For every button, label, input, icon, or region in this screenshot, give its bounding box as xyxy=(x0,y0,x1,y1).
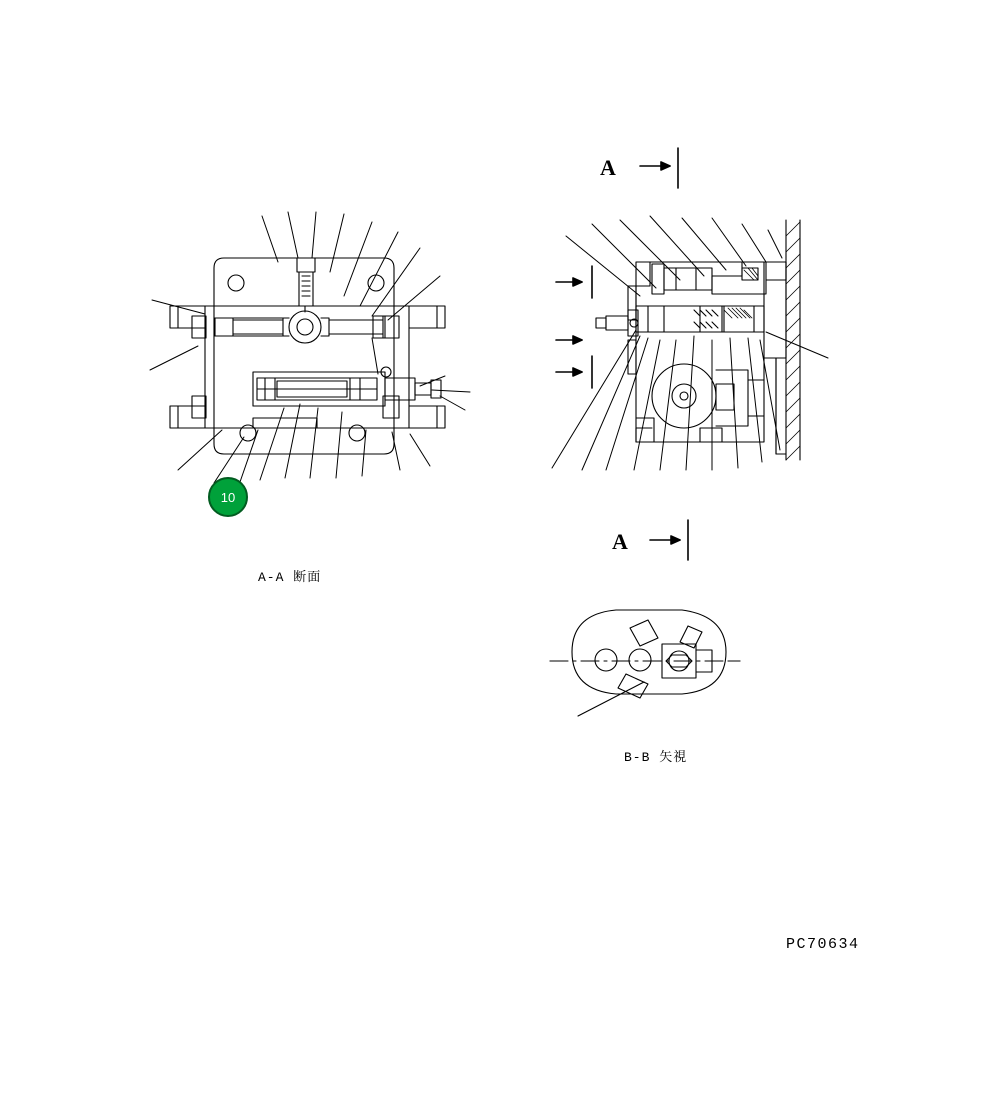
side-arrows xyxy=(556,266,592,388)
caption-bottom-view: B-B 矢視 xyxy=(624,750,688,765)
right-view-leader-lines xyxy=(552,216,828,470)
left-view-leader-lines xyxy=(150,212,470,483)
callout-balloon-10[interactable] xyxy=(208,477,248,517)
bottom-bb-view xyxy=(550,610,740,716)
callout-balloon-label: 10 xyxy=(220,489,236,505)
section-letter-a-top: A xyxy=(600,155,616,180)
section-letter-a-bottom: A xyxy=(612,529,628,554)
section-arrow-top xyxy=(640,148,678,188)
right-elevation-view xyxy=(596,220,800,460)
part-number-label: PC70634 xyxy=(786,936,860,953)
caption-left-view: A-A 断面 xyxy=(258,570,322,585)
left-section-view xyxy=(170,258,445,454)
section-arrow-bottom xyxy=(650,520,688,560)
